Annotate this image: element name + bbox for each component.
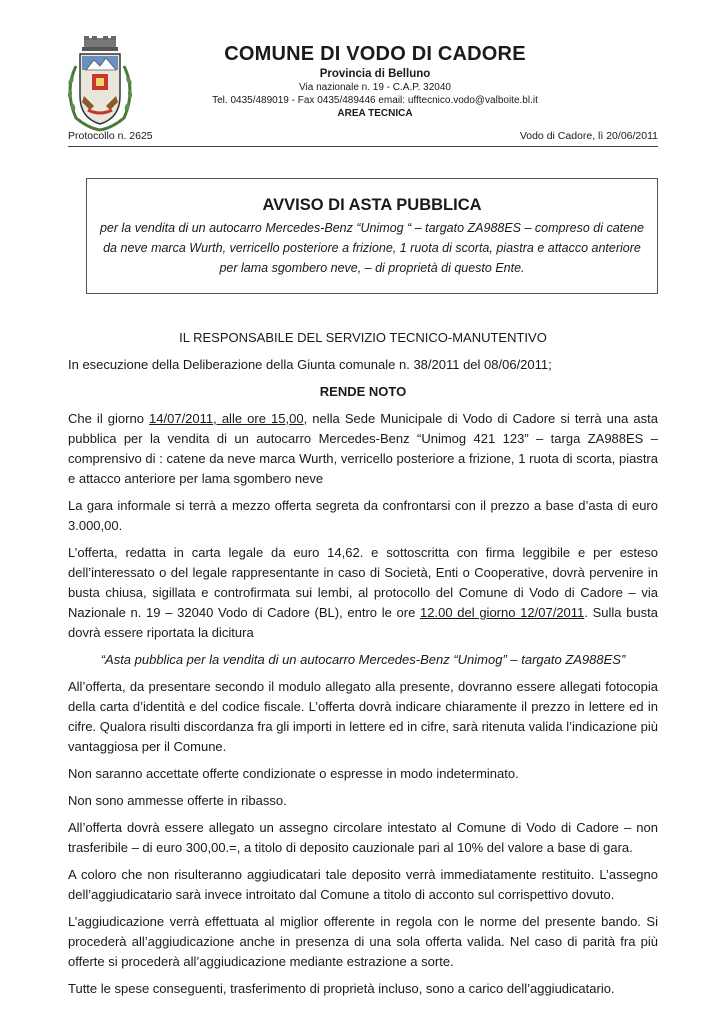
attachments-paragraph: All’offerta, da presentare secondo il modulo allegato alla presente, dovranno essere allegati fotocopia della carta d’identità e del codice fiscale. L’offerta dovrà indicare chiaramente il prezzo in lettere ed in cifre. Qualora risulti discordanza fra gli importi in lettere ed in cifre, sarà ritenuta valida l’indicazione più vantaggiosa per il Comune. xyxy=(68,679,658,754)
contacts: Tel. 0435/489019 - Fax 0435/489446 email: ufftecnico.vodo@valboite.bl.it xyxy=(212,95,538,106)
auction-date: 14/07/2011, alle ore 15,00 xyxy=(149,411,304,426)
p3-post: . Sulla busta dovrà essere riportata la dicitura xyxy=(68,605,659,640)
deposit-paragraph: All’offerta dovrà essere allegato un assegno circolare intestato al Comune di Vodo di Cadore – non trasferibile – di euro 300,00.=, a titolo di deposito cauzionale pari al 10% del valore a base di gara. xyxy=(68,820,658,855)
p1-post: , nella Sede Municipale di Vodo di Cadore si terrà una asta pubblica per la vendita di un autocarro Mercedes-Benz “Unimog 421 123” – targa ZA988ES – comprensivo di : catene da neve marca Wurth, verricello posteriore a frizione, 1 ruota di scorta, piastra e attacco anteriore per lama sgombero neve xyxy=(68,411,658,486)
address: Via nazionale n. 19 - C.A.P. 32040 xyxy=(299,82,451,93)
province: Provincia di Belluno xyxy=(319,68,431,80)
municipality-name: COMUNE DI VODO DI CADORE xyxy=(224,43,526,65)
municipal-crest-icon xyxy=(62,36,138,136)
letterhead-text xyxy=(140,42,610,120)
protocol-row xyxy=(68,130,658,146)
refund-paragraph: A coloro che non risulteranno aggiudicatari tale deposito verrà immediatamente restituito. L’assegno dell’aggiudicatario sarà invece introitato dal Comune a titolo di acconto sul corrispettivo dovuto. xyxy=(68,867,658,902)
notice-box xyxy=(86,178,658,294)
conditional-offers-paragraph: Non saranno accettate offerte condizionate o espresse in modo indeterminato. xyxy=(68,766,519,781)
place-date: Vodo di Cadore, lì 20/06/2011 xyxy=(519,130,658,142)
no-discount-paragraph: Non sono ammesse offerte in ribasso. xyxy=(68,793,287,808)
p1-pre: Che il giorno xyxy=(68,411,150,426)
office-area: AREA TECNICA xyxy=(337,108,413,119)
base-price-paragraph: La gara informale si terrà a mezzo offerta segreta da confrontarsi con il prezzo a base d’asta di euro 3.000,00. xyxy=(68,498,658,533)
award-paragraph: L’aggiudicazione verrà effettuata al miglior offerente in regola con le norme del presente bando. Si procederà all’aggiudicazione anche in presenza di una sola offerta valida. Nel caso di parità fra più offerte si procederà all’aggiudicazione mediante estrazione a sorte. xyxy=(68,914,658,969)
auction-date-paragraph xyxy=(68,409,658,489)
esecuzione-paragraph: In esecuzione della Deliberazione della Giunta comunale n. 38/2011 del 08/06/2011; xyxy=(68,357,552,372)
expenses-paragraph: Tutte le spese conseguenti, trasferimento di proprietà incluso, sono a carico dell’aggiudicatario. xyxy=(68,981,615,996)
document-body xyxy=(68,328,658,1006)
letterhead xyxy=(0,0,724,150)
protocol-number: Protocollo n. 2625 xyxy=(68,130,153,142)
responsabile-heading: IL RESPONSABILE DEL SERVIZIO TECNICO-MANUTENTIVO xyxy=(179,330,547,345)
notice-subtitle: per la vendita di un autocarro Mercedes-Benz “Unimog “ – targato ZA988ES – compreso di catene da neve marca Wurth, verricello posteriore a frizione, 1 ruota di scorta, piastra e attacco anteriore per lama sgombero neve, – di proprietà di questo Ente. xyxy=(99,221,645,275)
envelope-caption: “Asta pubblica per la vendita di un autocarro Mercedes-Benz “Unimog” – targato ZA988ES” xyxy=(100,652,626,667)
rende-noto-heading: RENDE NOTO xyxy=(319,384,407,399)
notice-title: AVVISO DI ASTA PUBBLICA xyxy=(262,196,482,214)
p3-pre: L’offerta, redatta in carta legale da euro 14,62. e sottoscritta con firma leggibile e per esteso dell’interessato o del legale rappresentante in caso di Società, Enti o Cooperative, dovrà pervenire in busta chiusa, sigillata e controfirmata sui lembi, al protocollo del Comune di Vodo di Cadore – via Nazionale n. 19 – 32040 Vodo di Cadore (BL), entro le ore xyxy=(68,545,658,620)
offer-deadline: 12.00 del giorno 12/07/2011 xyxy=(420,605,585,620)
header-divider xyxy=(68,146,658,147)
offer-submission-paragraph xyxy=(68,543,658,643)
